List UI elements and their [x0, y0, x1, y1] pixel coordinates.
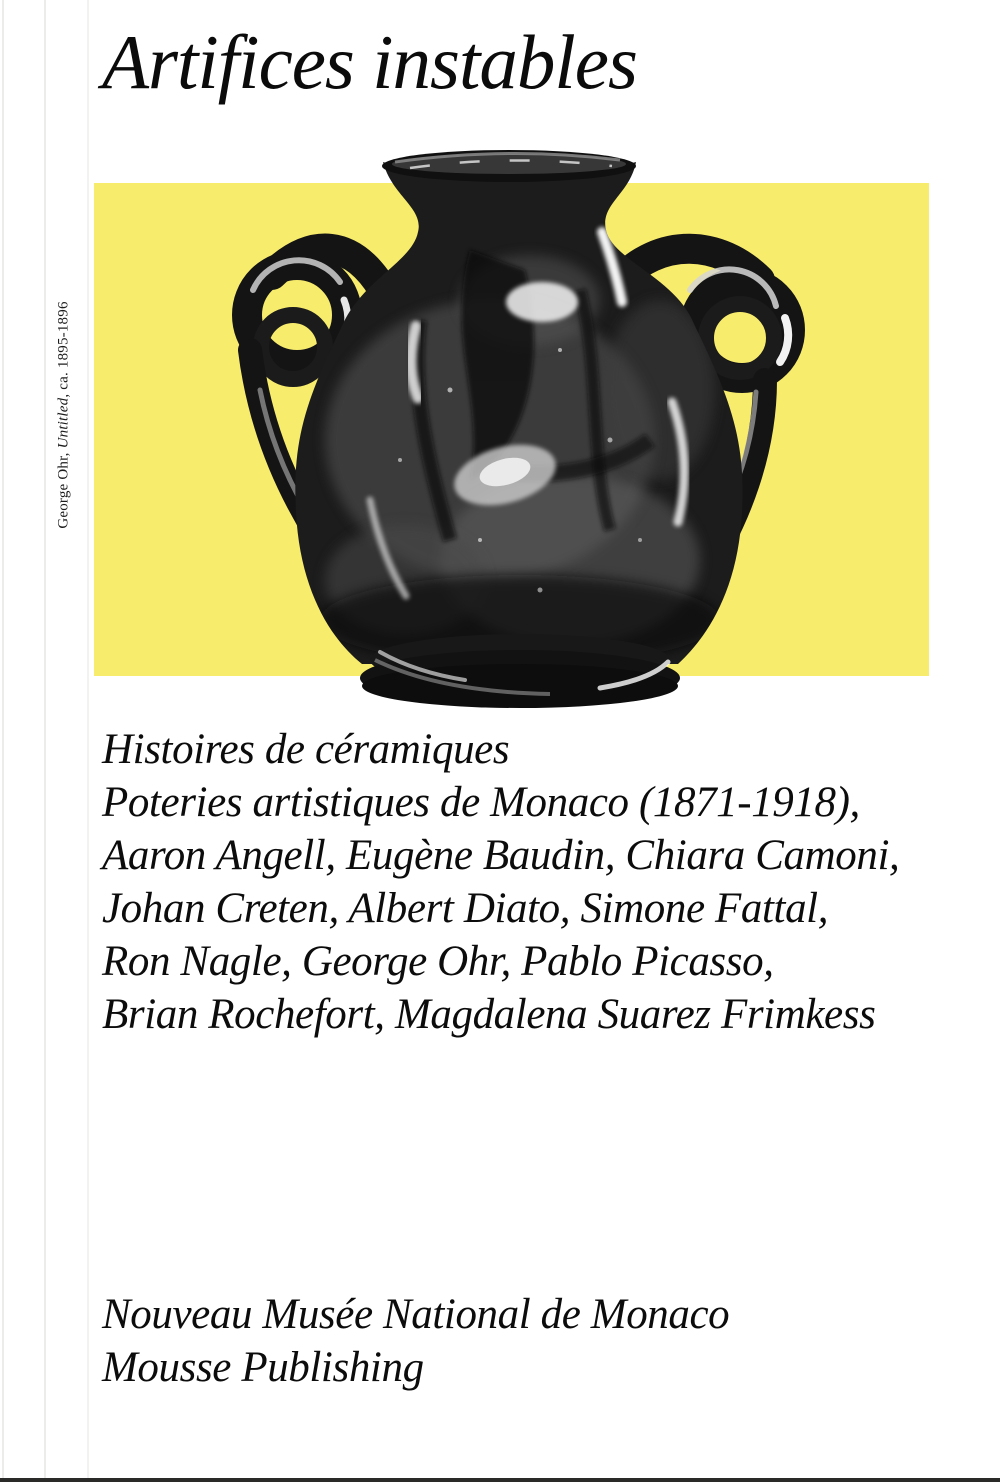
cover-title: Artifices instables — [102, 19, 637, 105]
subtitle-block — [102, 723, 899, 1041]
subtitle-line: Aaron Angell, Eugène Baudin, Chiara Camoni, — [102, 832, 900, 879]
subtitle-line: Johan Creten, Albert Diato, Simone Fattal, — [102, 885, 829, 932]
caption-artist: George Ohr, — [55, 448, 72, 529]
subtitle-line: Histoires de céramiques — [102, 726, 510, 773]
vase-foot — [360, 634, 680, 708]
vase-rim — [382, 150, 636, 182]
book-bottom-edge — [0, 1478, 1000, 1482]
publisher-block — [102, 1288, 729, 1394]
caption-date: , ca. 1895-1896 — [55, 301, 72, 398]
subtitle-line: Brian Rochefort, Magdalena Suarez Frimkess — [102, 991, 876, 1038]
page-edge-line — [2, 0, 4, 1482]
subtitle-line: Ron Nagle, George Ohr, Pablo Picasso, — [102, 938, 774, 985]
vase-image — [220, 140, 820, 715]
caption-work-title: Untitled — [55, 397, 72, 449]
subtitle-line: Poteries artistiques de Monaco (1871-1918), — [102, 779, 860, 826]
page-edge-line — [44, 0, 46, 1482]
publisher-line-museum: Nouveau Musée National de Monaco — [102, 1291, 730, 1338]
page-edge-line — [87, 0, 89, 1482]
publisher-line-publisher: Mousse Publishing — [102, 1344, 424, 1391]
